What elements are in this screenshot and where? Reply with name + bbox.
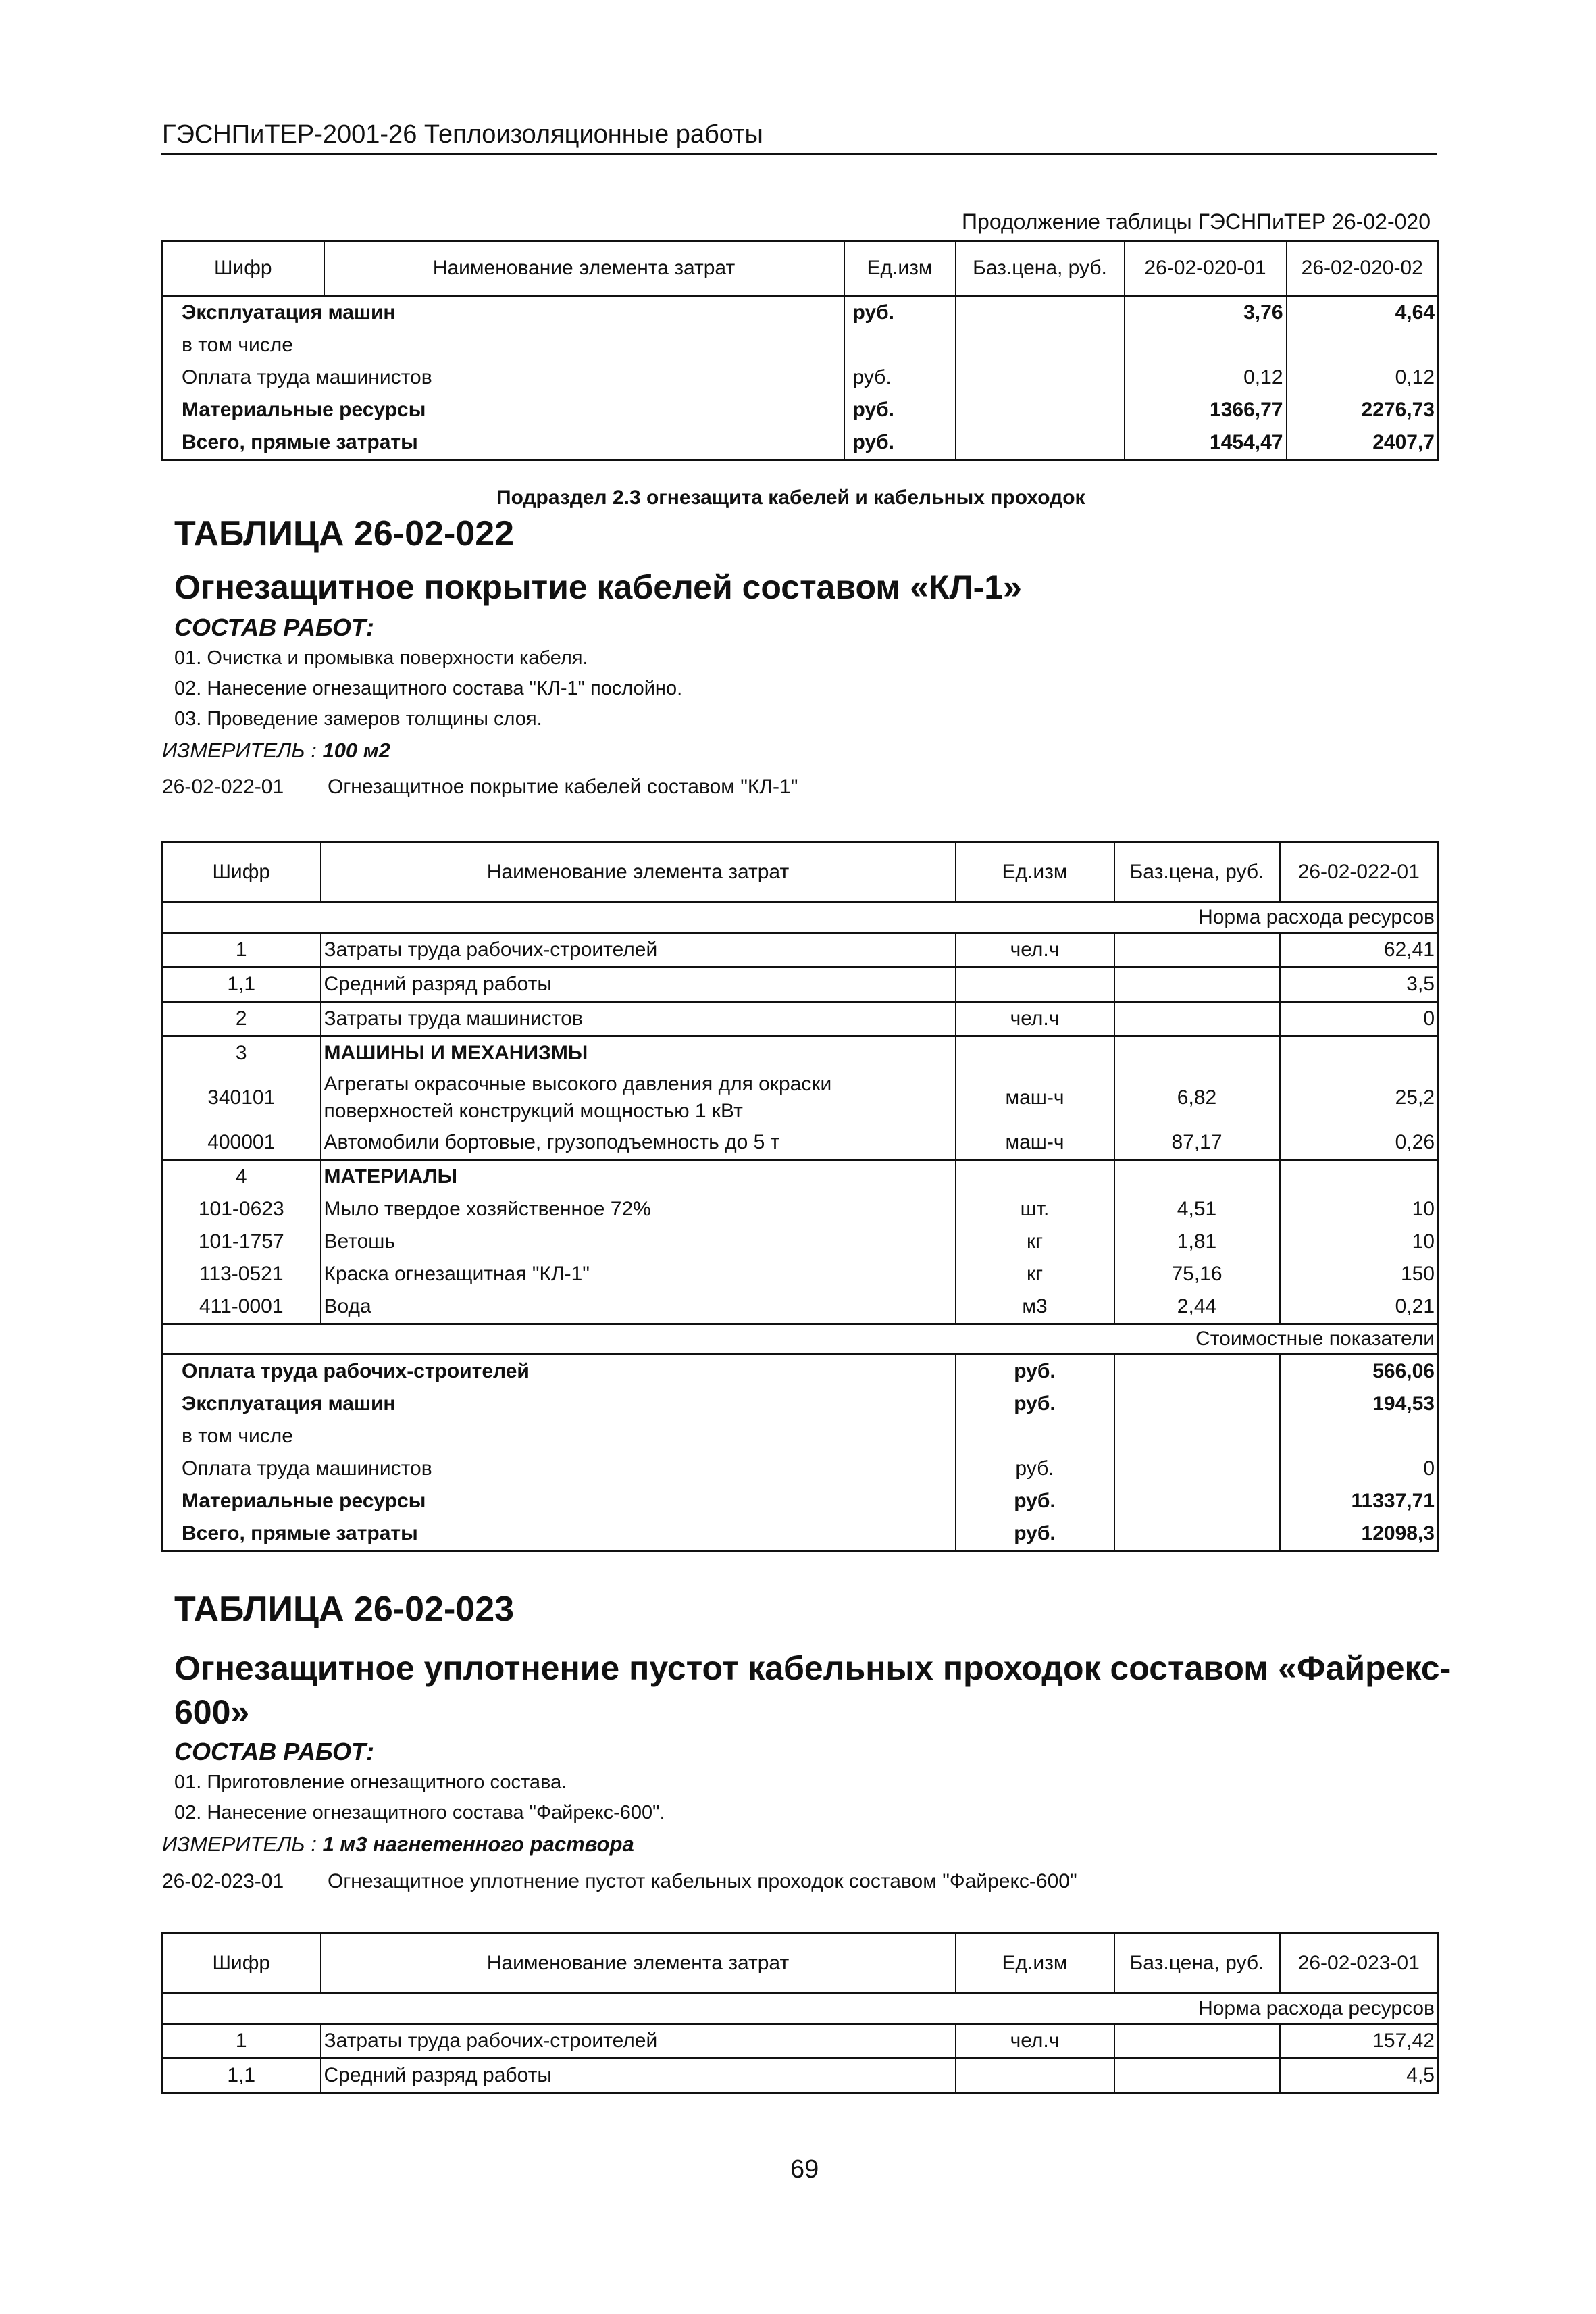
table-row <box>162 1290 1439 1324</box>
row-price <box>956 361 1125 394</box>
row-name: Ветошь <box>321 1226 956 1258</box>
code: 26-02-023-01 <box>162 1870 284 1892</box>
row-value: 3,5 <box>1280 967 1439 1002</box>
row-v1 <box>1125 329 1287 361</box>
row-price <box>956 426 1125 460</box>
work-item: 02. Нанесение огнезащитного состава "Файрекс-600". <box>174 1802 665 1823</box>
row-value: 157,42 <box>1280 2024 1439 2059</box>
cost-row <box>162 1388 1439 1420</box>
norma-label: Норма расхода ресурсов <box>162 903 1439 933</box>
row-value <box>1280 1160 1439 1194</box>
cost-row <box>162 1517 1439 1551</box>
cost-value: 194,53 <box>1280 1388 1439 1420</box>
row-unit <box>956 1036 1114 1070</box>
section-code: 4 <box>162 1160 321 1194</box>
row-name: Затраты труда рабочих-строителей <box>321 2024 956 2059</box>
col-header-code: Шифр <box>162 241 324 296</box>
table-022-subtitle: Огнезащитное покрытие кабелей составом «КЛ-1» <box>174 568 1022 606</box>
cost-value: 12098,3 <box>1280 1517 1439 1551</box>
cost-price <box>1114 1517 1280 1551</box>
cost-unit: руб. <box>956 1355 1114 1388</box>
work-item: 03. Проведение замеров толщины слоя. <box>174 708 542 730</box>
row-price: 6,82 <box>1114 1070 1280 1126</box>
cost-name: в том числе <box>162 1420 956 1453</box>
table-26-02-023 <box>161 1932 1439 2094</box>
row-unit: кг <box>956 1226 1114 1258</box>
row-name: Оплата труда машинистов <box>162 361 844 394</box>
cost-value: 11337,71 <box>1280 1485 1439 1517</box>
row-v2: 2276,73 <box>1287 394 1439 426</box>
table-header-row <box>162 1934 1439 1994</box>
row-unit: руб. <box>844 394 956 426</box>
section-code: 3 <box>162 1036 321 1070</box>
row-value: 25,2 <box>1280 1070 1439 1126</box>
table-023-title: ТАБЛИЦА 26-02-023 <box>174 1590 515 1629</box>
row-unit: руб. <box>844 361 956 394</box>
col-header-name: Наименование элемента затрат <box>321 1934 956 1994</box>
cost-unit: руб. <box>956 1517 1114 1551</box>
table-row <box>162 1226 1439 1258</box>
row-code: 400001 <box>162 1126 321 1160</box>
cost-price <box>1114 1453 1280 1485</box>
section-row <box>162 1036 1439 1070</box>
row-price <box>956 296 1125 330</box>
norma-label: Норма расхода ресурсов <box>162 1994 1439 2024</box>
row-price: 2,44 <box>1114 1290 1280 1324</box>
row-price <box>1114 967 1280 1002</box>
table-row <box>162 1070 1439 1126</box>
measure-value: 1 м3 нагнетенного раствора <box>322 1832 634 1856</box>
col-header-020-01: 26-02-020-01 <box>1125 241 1287 296</box>
row-price: 75,16 <box>1114 1258 1280 1290</box>
cost-value: 566,06 <box>1280 1355 1439 1388</box>
stoim-label: Стоимостные показатели <box>162 1324 1439 1355</box>
row-code: 340101 <box>162 1070 321 1126</box>
row-name-line: Агрегаты окрасочные высокого давления для окраски <box>324 1073 832 1095</box>
row-code: 101-0623 <box>162 1193 321 1226</box>
col-header-price: Баз.цена, руб. <box>1114 1934 1280 1994</box>
table-row <box>162 933 1439 967</box>
row-price <box>1114 2024 1280 2059</box>
table-row <box>162 394 1439 426</box>
subsection-heading: Подраздел 2.3 огнезащита кабелей и кабельных проходок <box>496 486 1085 509</box>
row-v2: 4,64 <box>1287 296 1439 330</box>
table-row <box>162 1193 1439 1226</box>
row-price <box>1114 1160 1280 1194</box>
row-unit <box>844 329 956 361</box>
row-value: 10 <box>1280 1193 1439 1226</box>
row-code: 411-0001 <box>162 1290 321 1324</box>
cost-price <box>1114 1485 1280 1517</box>
row-unit: кг <box>956 1258 1114 1290</box>
row-name: Материальные ресурсы <box>162 394 844 426</box>
table-26-02-020-continuation <box>161 240 1439 461</box>
section-name: МАШИНЫ И МЕХАНИЗМЫ <box>321 1036 956 1070</box>
row-unit: м3 <box>956 1290 1114 1324</box>
row-name: Краска огнезащитная "КЛ-1" <box>321 1258 956 1290</box>
col-header-023-01: 26-02-023-01 <box>1280 1934 1439 1994</box>
col-header-unit: Ед.изм <box>956 1934 1114 1994</box>
col-header-name: Наименование элемента затрат <box>324 241 844 296</box>
col-header-name: Наименование элемента затрат <box>321 842 956 903</box>
col-header-unit: Ед.изм <box>844 241 956 296</box>
row-unit: маш-ч <box>956 1070 1114 1126</box>
cost-row <box>162 1453 1439 1485</box>
table-row <box>162 329 1439 361</box>
stoim-row <box>162 1324 1439 1355</box>
row-name: Автомобили бортовые, грузоподъемность до 5 т <box>321 1126 956 1160</box>
continuation-note: Продолжение таблицы ГЭСНПиТЕР 26-02-020 <box>962 209 1431 234</box>
row-v2: 2407,7 <box>1287 426 1439 460</box>
row-name: Всего, прямые затраты <box>162 426 844 460</box>
table-row <box>162 967 1439 1002</box>
row-unit: чел.ч <box>956 933 1114 967</box>
cost-name: Оплата труда машинистов <box>162 1453 956 1485</box>
row-name: Мыло твердое хозяйственное 72% <box>321 1193 956 1226</box>
row-unit: чел.ч <box>956 2024 1114 2059</box>
row-price: 87,17 <box>1114 1126 1280 1160</box>
col-header-price: Баз.цена, руб. <box>1114 842 1280 903</box>
row-price <box>1114 933 1280 967</box>
row-code: 1 <box>162 933 321 967</box>
row-name-line: поверхностей конструкций мощностью 1 кВт <box>324 1100 743 1122</box>
row-v2: 0,12 <box>1287 361 1439 394</box>
row-unit: руб. <box>844 426 956 460</box>
cost-value <box>1280 1420 1439 1453</box>
cost-row <box>162 1420 1439 1453</box>
cost-price <box>1114 1420 1280 1453</box>
row-name: Вода <box>321 1290 956 1324</box>
col-header-price: Баз.цена, руб. <box>956 241 1125 296</box>
row-value: 0,26 <box>1280 1126 1439 1160</box>
table-row <box>162 1126 1439 1160</box>
row-code: 113-0521 <box>162 1258 321 1290</box>
cost-name: Материальные ресурсы <box>162 1485 956 1517</box>
table-023-subtitle-line2: 600» <box>174 1693 250 1731</box>
row-v1: 1366,77 <box>1125 394 1287 426</box>
row-code: 1,1 <box>162 2059 321 2093</box>
table-row <box>162 361 1439 394</box>
table-022-sostav-label: СОСТАВ РАБОТ: <box>174 613 374 641</box>
table-header-row <box>162 241 1439 296</box>
cost-unit: руб. <box>956 1453 1114 1485</box>
table-row <box>162 2059 1439 2093</box>
row-v1: 0,12 <box>1125 361 1287 394</box>
cost-row <box>162 1485 1439 1517</box>
page-number: 69 <box>790 2155 819 2184</box>
section-row <box>162 1160 1439 1194</box>
row-name: Средний разряд работы <box>321 2059 956 2093</box>
col-header-022-01: 26-02-022-01 <box>1280 842 1439 903</box>
cost-price <box>1114 1355 1280 1388</box>
cost-name: Всего, прямые затраты <box>162 1517 956 1551</box>
row-price: 4,51 <box>1114 1193 1280 1226</box>
measure-value: 100 м2 <box>322 738 390 762</box>
table-row <box>162 426 1439 460</box>
code-description: Огнезащитное покрытие кабелей составом "КЛ-1" <box>328 776 798 798</box>
work-item: 01. Очистка и промывка поверхности кабеля. <box>174 647 588 669</box>
row-unit <box>956 1160 1114 1194</box>
cost-row <box>162 1355 1439 1388</box>
col-header-code: Шифр <box>162 1934 321 1994</box>
row-price <box>1114 2059 1280 2093</box>
work-item: 01. Приготовление огнезащитного состава. <box>174 1771 567 1793</box>
table-023-measure <box>162 1832 634 1857</box>
row-value: 4,5 <box>1280 2059 1439 2093</box>
col-header-unit: Ед.изм <box>956 842 1114 903</box>
table-row <box>162 2024 1439 2059</box>
row-name: Средний разряд работы <box>321 967 956 1002</box>
row-unit <box>956 967 1114 1002</box>
table-row <box>162 1002 1439 1036</box>
row-unit: шт. <box>956 1193 1114 1226</box>
table-022-code-line <box>162 776 798 799</box>
table-022-title: ТАБЛИЦА 26-02-022 <box>174 514 515 553</box>
row-name: в том числе <box>162 329 844 361</box>
section-name: МАТЕРИАЛЫ <box>321 1160 956 1194</box>
row-v2 <box>1287 329 1439 361</box>
row-v1: 3,76 <box>1125 296 1287 330</box>
row-code: 101-1757 <box>162 1226 321 1258</box>
row-value: 62,41 <box>1280 933 1439 967</box>
row-unit: маш-ч <box>956 1126 1114 1160</box>
table-26-02-022 <box>161 841 1439 1552</box>
table-header-row <box>162 842 1439 903</box>
running-header: ГЭСНПиТЕР-2001-26 Теплоизоляционные работы <box>162 120 763 149</box>
measure-label: ИЗМЕРИТЕЛЬ : <box>162 1832 317 1856</box>
row-name <box>321 1070 956 1126</box>
norma-row <box>162 903 1439 933</box>
table-023-subtitle-line1: Огнезащитное уплотнение пустот кабельных проходок составом «Файрекс- <box>174 1649 1451 1687</box>
row-price <box>956 394 1125 426</box>
row-value: 0,21 <box>1280 1290 1439 1324</box>
row-price: 1,81 <box>1114 1226 1280 1258</box>
row-code: 1,1 <box>162 967 321 1002</box>
cost-unit <box>956 1420 1114 1453</box>
norma-row <box>162 1994 1439 2024</box>
table-023-code-line <box>162 1870 1077 1893</box>
row-v1: 1454,47 <box>1125 426 1287 460</box>
cost-unit: руб. <box>956 1485 1114 1517</box>
work-item: 02. Нанесение огнезащитного состава "КЛ-1" послойно. <box>174 678 683 699</box>
row-price <box>956 329 1125 361</box>
code-description: Огнезащитное уплотнение пустот кабельных проходок составом "Файрекс-600" <box>328 1870 1077 1892</box>
cost-unit: руб. <box>956 1388 1114 1420</box>
row-name: Эксплуатация машин <box>162 296 844 330</box>
row-unit: чел.ч <box>956 1002 1114 1036</box>
row-name: Затраты труда машинистов <box>321 1002 956 1036</box>
row-price <box>1114 1002 1280 1036</box>
col-header-020-02: 26-02-020-02 <box>1287 241 1439 296</box>
cost-value: 0 <box>1280 1453 1439 1485</box>
table-row <box>162 296 1439 330</box>
table-023-sostav-label: СОСТАВ РАБОТ: <box>174 1738 374 1765</box>
cost-price <box>1114 1388 1280 1420</box>
cost-name: Эксплуатация машин <box>162 1388 956 1420</box>
row-code: 1 <box>162 2024 321 2059</box>
row-value <box>1280 1036 1439 1070</box>
code: 26-02-022-01 <box>162 776 284 798</box>
row-code: 2 <box>162 1002 321 1036</box>
cost-name: Оплата труда рабочих-строителей <box>162 1355 956 1388</box>
table-row <box>162 1258 1439 1290</box>
row-value: 10 <box>1280 1226 1439 1258</box>
row-unit: руб. <box>844 296 956 330</box>
row-unit <box>956 2059 1114 2093</box>
measure-label: ИЗМЕРИТЕЛЬ : <box>162 738 317 762</box>
row-name: Затраты труда рабочих-строителей <box>321 933 956 967</box>
col-header-code: Шифр <box>162 842 321 903</box>
row-value: 150 <box>1280 1258 1439 1290</box>
row-value: 0 <box>1280 1002 1439 1036</box>
table-022-measure <box>162 738 390 763</box>
header-rule <box>161 153 1437 155</box>
row-price <box>1114 1036 1280 1070</box>
